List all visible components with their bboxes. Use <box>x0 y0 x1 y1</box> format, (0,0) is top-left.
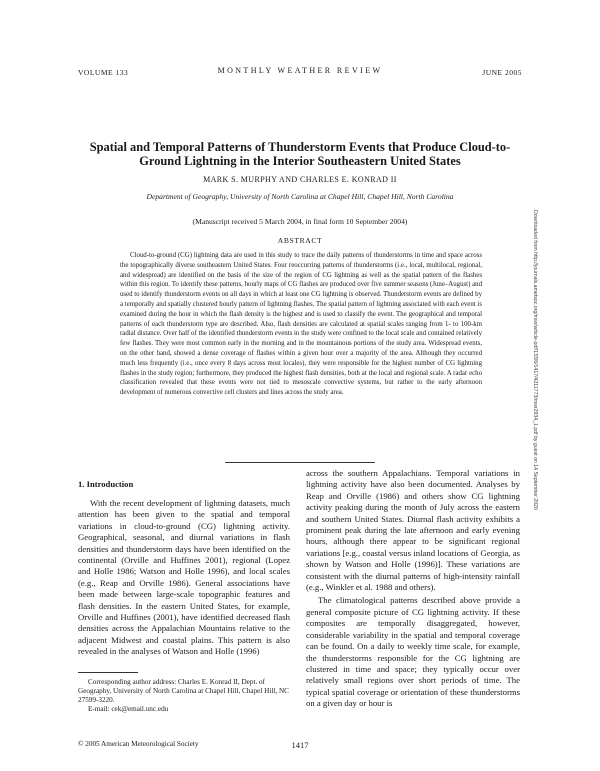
section-heading-introduction: 1. Introduction <box>78 479 134 489</box>
abstract-text: Cloud-to-ground (CG) lightning data are used in this study to trace the daily patterns of thunderstorms in time and space across the topographically diverse southeastern United States. Four reoccurring patterns of thunderstorms (i.e., local, multilocal, regional, and widespread) are identified on the basis of the size of the region of CG lightning as well as the spatial pattern of the flashes within this region. To identify these patterns, hourly maps of CG flashes are produced over five summer seasons (June–August) and used to identify thunderstorm events on all days in which at least one CG lightning is observed. Thunderstorm events are defined by a temporally and spatially clustered hourly pattern of lightning flashes. The spatial pattern of lightning associated with each event is examined during the hour in which the flash density is the highest and is used to classify the event. The geographical and temporal patterns of each thunderstorm type are described. Also, flash densities are calculated at spatial scales ranging from 1- to 100-km radial distance. Over half of the identified thunderstorm events in the study were confined to the local scale and contained relatively few flashes. They were most common early in the morning and in the mountainous portions of the study area. Widespread events, on the other hand, showed a dense coverage of flashes within a given hour over a majority of the area. Although they occurred much less frequently (i.e., once every 8 days across most locales), they were responsible for the highest number of CG lightning flashes in the study region; furthermore, they produced the highest flash densities, both at the local and regional scale. A radar echo classification revealed that these events were not tied to mesoscale convective systems, but rather to the early afternoon development of numerous convective cell clusters and lines across the study area. <box>120 252 482 397</box>
footnote-email: E-mail: cek@email.unc.edu <box>88 705 169 713</box>
page-number: 1417 <box>291 740 309 750</box>
left-column <box>78 479 290 658</box>
copyright-notice: © 2005 American Meteorological Society <box>78 740 199 748</box>
paper-title: Spatial and Temporal Patterns of Thunderstorm Events that Produce Cloud-to-Ground Lightning in the Interior Southeastern United States <box>89 140 511 168</box>
footnote <box>78 678 290 714</box>
abstract-divider <box>225 462 375 463</box>
abstract-heading: ABSTRACT <box>277 236 323 245</box>
footnote-corresponding-author: Corresponding author address: Charles E. Konrad II, Dept. of Geography, University of North Carolina at Chapel Hill, Chapel Hill, NC 27599-3220. <box>78 678 289 704</box>
intro-paragraph-1-continued: across the southern Appalachians. Temporal variations in lightning activity have also been documented. Analyses by Reap and Orville (1986) and others show CG lightning activity peaking during the month of July across the eastern and southern United States. Diurnal flash activity exhibits a prominent peak during the late afternoon and early evening hours, although there appear to be significant regional variations [e.g., coastal versus inland locations of Georgia, as shown by Watson and Holle (1996)]. These variations are consistent with the diurnal patterns of high-intensity rainfall (e.g., Winkler et al. 1988 and others). <box>306 468 520 593</box>
header-date: JUNE 2005 <box>482 68 522 77</box>
intro-paragraph-1: With the recent development of lightning datasets, much attention has been given to the spatial and temporal variations in cloud-to-ground (CG) lightning activity. Geographical, seasonal, and diurnal variations in flash densities and thunderstorm days have been identified on the continental (Orville and Huffines 2001), regional (Lopez and Holle 1986; Watson and Holle 1996), and local scales (e.g., Reap and Orville 1986). General associations have been made between large-scale topographic features and flash densities. In the eastern United States, for example, Orville and Huffines (2001), have identified decreased flash densities across the Appalachian Mountains relative to the adjacent Midwest and coastal plains. This pattern is also revealed in the analyses of Watson and Holle (1996) <box>78 498 290 657</box>
header-volume: VOLUME 133 <box>78 68 129 77</box>
download-watermark: Downloaded from http://journals.ametsoc.org/mwr/article-pdf/133/6/1417/4211773/mwr2934_1.pdf by guest on 14 September 2020 <box>532 210 538 510</box>
author-affiliation: Department of Geography, University of North Carolina at Chapel Hill, Chapel Hill, North Carolina <box>146 192 454 201</box>
paper-authors: MARK S. MURPHY AND CHARLES E. KONRAD II <box>203 175 397 184</box>
footnote-rule <box>78 672 138 673</box>
header-journal-title: MONTHLY WEATHER REVIEW <box>217 66 383 75</box>
right-column <box>306 468 520 710</box>
manuscript-dates: (Manuscript received 5 March 2004, in final form 10 September 2004) <box>192 217 408 226</box>
intro-paragraph-2: The climatological patterns described above provide a general composite picture of CG lightning activity. If these composites are temporally disaggregated, however, considerable variability in the spatial and temporal coverage can be found. On a daily to weekly time scale, for example, the thunderstorms responsible for the CG lightning are clustered in time and space; they typically occur over relatively small regions over short periods of time. The typical spatial coverage or orientation of these thunderstorms on a given day or hour is <box>306 595 520 709</box>
